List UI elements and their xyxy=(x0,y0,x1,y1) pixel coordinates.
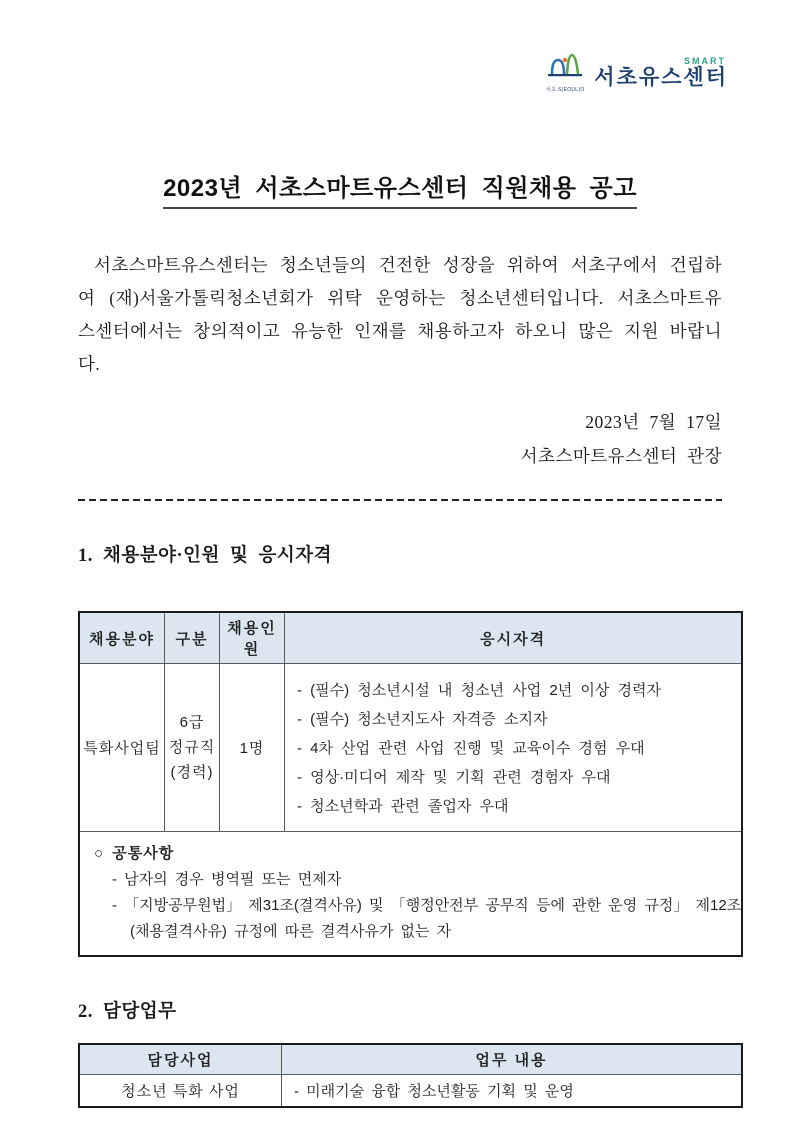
recruitment-table-header-row xyxy=(79,612,742,664)
signature: 서초스마트유스센터 관장 xyxy=(520,446,722,466)
work-cell: - 미래기술 융합 청소년활동 기획 및 운영 xyxy=(282,1075,743,1108)
date-signature-block xyxy=(78,405,722,473)
col-header-project: 담당사업 xyxy=(79,1044,282,1075)
section1-heading: 1. 채용분야·인원 및 응시자격 xyxy=(78,546,333,566)
common-requirements-row xyxy=(79,832,742,957)
common-item: - 「지방공무원법」 제31조(결격사유) 및 「행정안전부 공무직 등에 관한 운영 규정」 제12조 xyxy=(112,897,742,914)
page-title: 2023년 서초스마트유스센터 직원채용 공고 xyxy=(163,168,637,209)
logo-name: 서초유스센터 xyxy=(594,65,728,89)
qualification-cell xyxy=(285,664,743,832)
common-item-continued: (채용결격사유) 규정에 따른 결격사유가 없는 자 xyxy=(130,923,452,940)
table-row xyxy=(79,1075,742,1108)
common-item: - 남자의 경우 병역필 또는 면제자 xyxy=(112,871,342,888)
youth-center-arches-icon xyxy=(545,52,585,85)
qualification-item: - 영상·미디어 제작 및 기획 관련 경험자 우대 xyxy=(297,769,611,786)
logo xyxy=(545,52,728,93)
col-header-work: 업무 내용 xyxy=(282,1044,743,1075)
dashed-separator xyxy=(78,499,722,501)
section2-heading: 2. 담당업무 xyxy=(78,1002,177,1022)
common-title: ○ 공통사항 xyxy=(94,845,175,862)
common-requirements-cell xyxy=(79,832,742,957)
qualification-item: - 청소년학과 관련 졸업자 우대 xyxy=(297,798,509,815)
col-header-field: 채용분야 xyxy=(79,612,165,664)
table-row xyxy=(79,664,742,832)
count-cell: 1명 xyxy=(220,664,285,832)
qualification-item: - (필수) 청소년시설 내 청소년 사업 2년 이상 경력자 xyxy=(297,682,661,699)
duties-table-header-row xyxy=(79,1044,742,1075)
recruitment-table xyxy=(78,611,743,957)
announcement-date: 2023년 7월 17일 xyxy=(585,412,722,432)
qualification-item: - 4차 산업 관련 사업 진행 및 교육이수 경험 우대 xyxy=(297,740,645,757)
col-header-count: 채용인원 xyxy=(220,612,285,664)
field-cell: 특화사업팀 xyxy=(79,664,165,832)
intro-paragraph: 서초스마트유스센터는 청소년들의 건전한 성장을 위하여 서초구에서 건립하여 (재)서울가톨릭청소년회가 위탁 운영하는 청소년센터입니다. 서초스마트유스센터에서는 창의적이고 유능한 인재를 채용하고자 하오니 많은 지원 바랍니다. xyxy=(78,255,722,374)
grade-cell: 6급 정규직 (경력) xyxy=(165,664,220,832)
col-header-type: 구분 xyxy=(165,612,220,664)
logo-caption: 서초 S(EOUL)O xyxy=(546,87,585,93)
duties-table xyxy=(78,1043,743,1108)
col-header-qualification: 응시자격 xyxy=(285,612,743,664)
project-cell: 청소년 특화 사업 xyxy=(79,1075,282,1108)
qualification-item: - (필수) 청소년지도사 자격증 소지자 xyxy=(297,711,548,728)
logo-smart-label: SMART xyxy=(684,55,726,66)
